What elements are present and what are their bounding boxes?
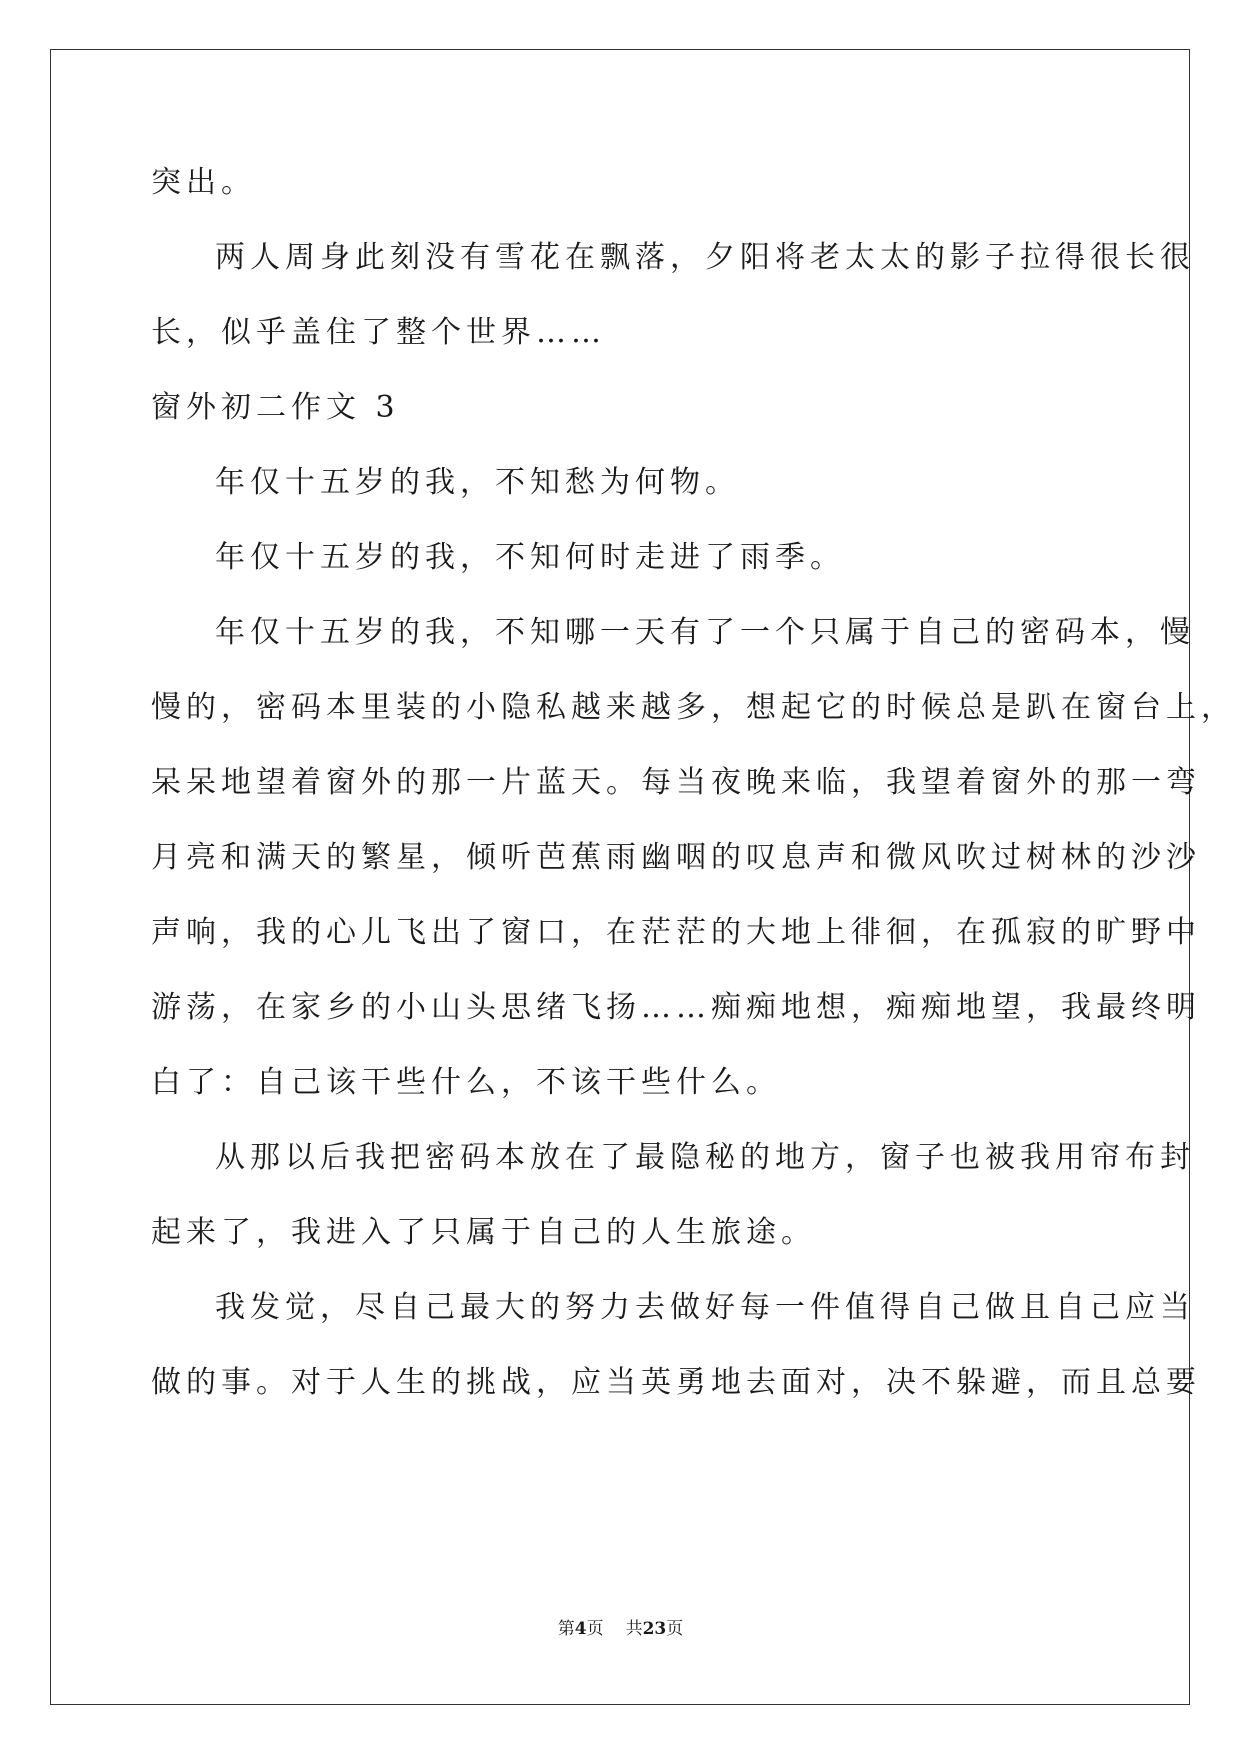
page-suffix: 页: [586, 1619, 604, 1639]
text-line: 长，似乎盖住了整个世界……: [151, 315, 606, 350]
paragraph-first-line: 年仅十五岁的我，不知何时走进了雨季。: [215, 540, 845, 575]
text-line: 白了：自己该干些什么，不该干些什么。: [151, 1065, 781, 1100]
text-line: 月亮和满天的繁星，倾听芭蕉雨幽咽的叹息声和微风吹过树林的沙沙: [151, 840, 1201, 875]
text-line: 突出。: [151, 165, 256, 200]
total-prefix: 共: [625, 1619, 643, 1639]
paragraph-first-line: 年仅十五岁的我，不知愁为何物。: [215, 465, 740, 500]
text-line: 慢的，密码本里装的小隐私越来越多，想起它的时候总是趴在窗台上，: [151, 690, 1236, 725]
text-line: 游荡，在家乡的小山头思绪飞扬……痴痴地想，痴痴地望，我最终明: [151, 990, 1201, 1025]
page-number: 4: [574, 1619, 587, 1639]
text-line: 做的事。对于人生的挑战，应当英勇地去面对，决不躲避，而且总要: [151, 1365, 1201, 1400]
paragraph-first-line: 从那以后我把密码本放在了最隐秘的地方，窗子也被我用帘布封: [215, 1140, 1195, 1175]
total-suffix: 页: [666, 1619, 684, 1639]
page-footer: [0, 1617, 1241, 1641]
text-line: 呆呆地望着窗外的那一片蓝天。每当夜晚来临，我望着窗外的那一弯: [151, 765, 1201, 800]
paragraph-first-line: 我发觉，尽自己最大的努力去做好每一件值得自己做且自己应当: [215, 1290, 1195, 1325]
page-prefix: 第: [557, 1619, 575, 1639]
paragraph-first-line: 两人周身此刻没有雪花在飘落，夕阳将老太太的影子拉得很长很: [215, 240, 1195, 275]
text-line: 起来了，我进入了只属于自己的人生旅途。: [151, 1215, 816, 1250]
text-line: 声响，我的心儿飞出了窗口，在茫茫的大地上徘徊，在孤寂的旷野中: [151, 915, 1201, 950]
section-heading: 窗外初二作文 3: [151, 390, 400, 425]
total-pages: 23: [642, 1619, 667, 1639]
paragraph-first-line: 年仅十五岁的我，不知哪一天有了一个只属于自己的密码本，慢: [215, 615, 1195, 650]
